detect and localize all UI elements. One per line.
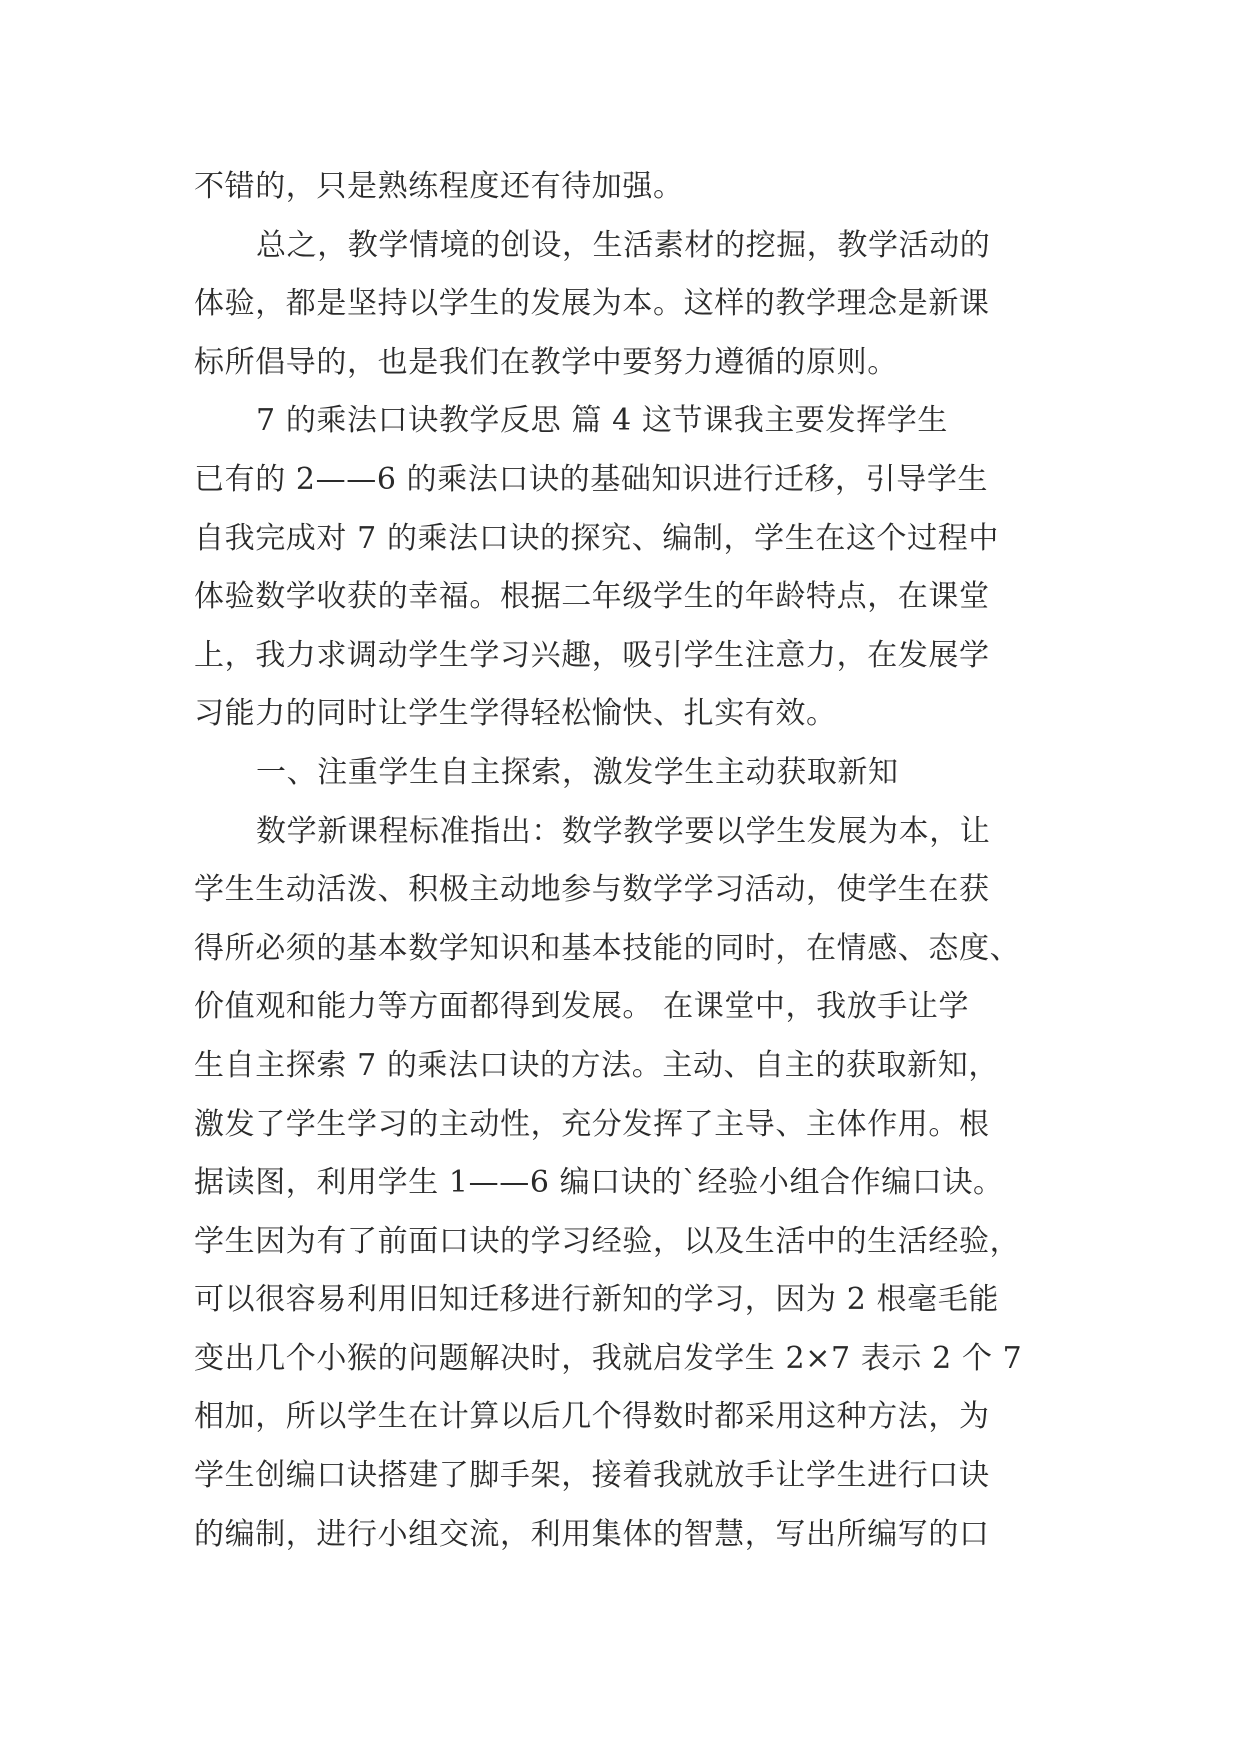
text-line: 据读图，利用学生 1——6 编口诀的`经验小组合作编口诀。: [194, 1165, 1004, 1201]
section-heading-line: 7 的乘法口诀教学反思 篇 4 这节课我主要发挥学生: [256, 403, 948, 439]
text-line: 习能力的同时让学生学得轻松愉快、扎实有效。: [194, 696, 837, 732]
text-line: 变出几个小猴的问题解决时，我就启发学生 2×7 表示 2 个 7: [194, 1340, 1023, 1376]
subheading-line: 一、注重学生自主探索，激发学生主动获取新知: [256, 754, 899, 790]
text-line: 学生创编口诀搭建了脚手架，接着我就放手让学生进行口诀: [194, 1458, 990, 1494]
text-line: 体验数学收获的幸福。根据二年级学生的年龄特点，在课堂: [194, 579, 990, 615]
text-line: 的编制，进行小组交流，利用集体的智慧，写出所编写的口: [194, 1516, 990, 1552]
text-line: 自我完成对 7 的乘法口诀的探究、编制，学生在这个过程中: [194, 520, 999, 556]
text-line: 价值观和能力等方面都得到发展。 在课堂中，我放手让学: [194, 989, 970, 1025]
text-line: 得所必须的基本数学知识和基本技能的同时，在情感、态度、: [194, 930, 1021, 966]
text-line: 不错的，只是熟练程度还有待加强。: [194, 169, 684, 204]
text-line: 可以很容易利用旧知迁移进行新知的学习，因为 2 根毫毛能: [194, 1282, 999, 1318]
text-line: 体验，都是坚持以学生的发展为本。这样的教学理念是新课: [194, 286, 990, 322]
text-line: 已有的 2——6 的乘法口诀的基础知识进行迁移，引导学生: [194, 461, 989, 497]
text-line: 激发了学生学习的主动性，充分发挥了主导、主体作用。根: [194, 1106, 990, 1142]
text-line: 学生生动活泼、积极主动地参与数学学习活动，使学生在获: [194, 872, 990, 908]
text-line: 标所倡导的，也是我们在教学中要努力遵循的原则。: [194, 344, 898, 380]
text-line: 生自主探索 7 的乘法口诀的方法。主动、自主的获取新知，: [194, 1047, 999, 1083]
text-line: 数学新课程标准指出：数学教学要以学生发展为本，让: [256, 813, 991, 849]
text-line: 学生因为有了前面口诀的学习经验，以及生活中的生活经验，: [194, 1223, 1021, 1259]
text-line: 相加，所以学生在计算以后几个得数时都采用这种方法，为: [194, 1399, 990, 1435]
text-line: 上，我力求调动学生学习兴趣，吸引学生注意力，在发展学: [194, 637, 990, 673]
document-text-body: [194, 158, 1054, 1564]
text-line: 总之，教学情境的创设，生活素材的挖掘，教学活动的: [256, 227, 991, 263]
